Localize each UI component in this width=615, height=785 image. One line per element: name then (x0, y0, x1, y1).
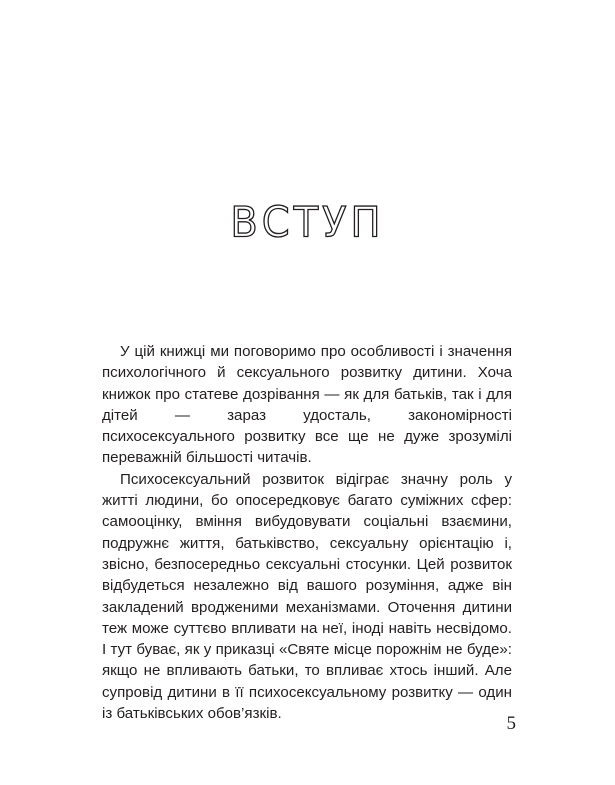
body-text (102, 341, 512, 724)
paragraph-2: Психосексуальний розвиток відіграє значну роль у житті людини, бо опосередковує багато суміжних сфер: самооцінку, вміння вибудовувати соціальні взаємини, подружнє життя, батьківство, сексуальну орієнтацію і, звісно, безпосередньо сексуальні стосунки. Цей розвиток відбудеться незалежно від вашого розуміння, адже він закладений вродженими механізмами. Оточення дитини теж може суттєво впливати на неї, іноді навіть несвідомо. І тут буває, як у приказці «Святе місце порожнім не буде»: якщо не впливають батьки, то впливає хтось інший. Але супровід дитини в її психосексуальному розвитку — один із батьківських обов’язків. (102, 470, 512, 723)
chapter-title: ВСТУП (230, 198, 385, 248)
paragraph-1: У цій книжці ми поговоримо про особливості і значення психологічного й сексуального розвитку дитини. Хоча книжок про статеве дозрівання — як для батьків, так і для дітей — зараз удосталь, закономірності психосексуального розвитку все ще не дуже зрозумілі переважній більшості читачів. (102, 343, 512, 467)
page-number: 5 (506, 713, 516, 734)
